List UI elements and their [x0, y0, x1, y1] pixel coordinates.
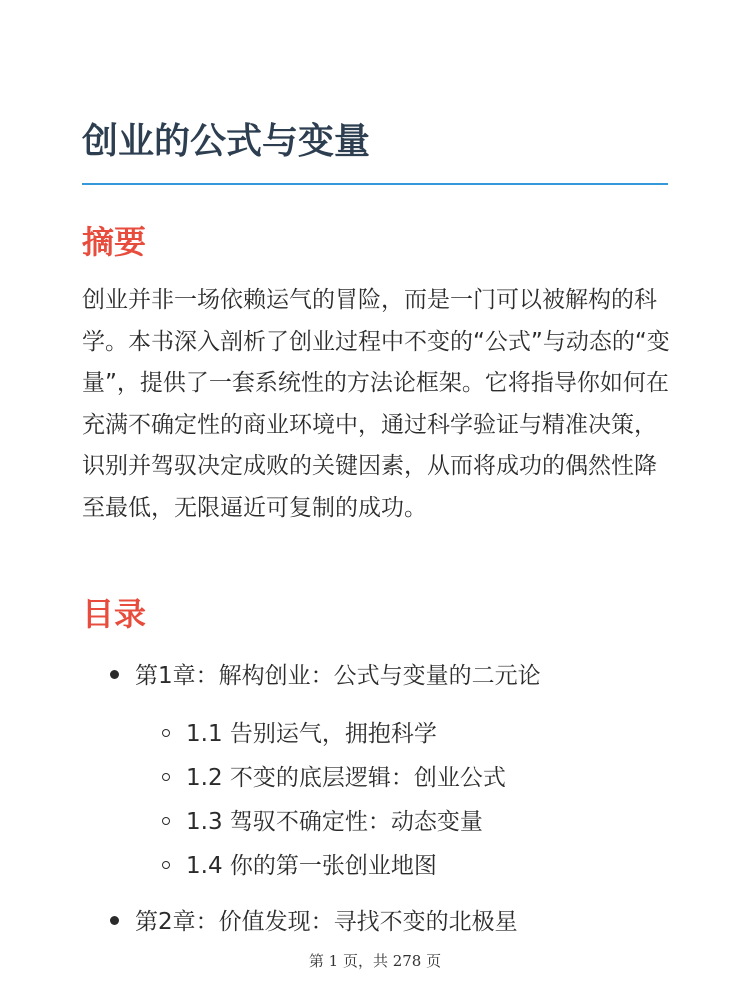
circle-bullet-icon: [162, 817, 170, 825]
toc-item-label: 1.4 你的第一张创业地图: [186, 853, 437, 879]
circle-bullet-icon: [162, 861, 170, 869]
document-title: 创业的公式与变量: [82, 121, 371, 162]
toc-section-1-2: [162, 758, 506, 798]
abstract-heading: 摘要: [82, 223, 147, 261]
toc-chapter-1: [110, 656, 541, 696]
toc-chapter-2: [110, 902, 518, 942]
toc-item-label: 第2章：价值发现：寻找不变的北极星: [135, 909, 518, 935]
bullet-icon: [110, 670, 119, 679]
circle-bullet-icon: [162, 729, 170, 737]
toc-heading: 目录: [82, 595, 147, 633]
toc-section-1-4: [162, 846, 437, 886]
toc-section-1-3: [162, 802, 483, 842]
abstract-paragraph: 创业并非一场依赖运气的冒险，而是一门可以被解构的科学。本书深入剖析了创业过程中不变的“公式”与动态的“变量”，提供了一套系统性的方法论框架。它将指导你如何在充满不确定性的商业环境中，通过科学验证与精准决策，识别并驾驭决定成败的关键因素，从而将成功的偶然性降至最低，无限逼近可复制的成功。: [82, 287, 670, 521]
toc-item-label: 第1章：解构创业：公式与变量的二元论: [135, 663, 541, 689]
circle-bullet-icon: [162, 773, 170, 781]
toc-item-label: 1.2 不变的底层逻辑：创业公式: [186, 765, 506, 791]
title-divider: [82, 183, 668, 185]
toc-item-label: 1.3 驾驭不确定性：动态变量: [186, 809, 483, 835]
toc-item-label: 1.1 告别运气，拥抱科学: [186, 721, 437, 747]
toc-section-1-1: [162, 714, 437, 754]
page-number-footer: 第 1 页，共 278 页: [308, 952, 442, 970]
bullet-icon: [110, 916, 119, 925]
